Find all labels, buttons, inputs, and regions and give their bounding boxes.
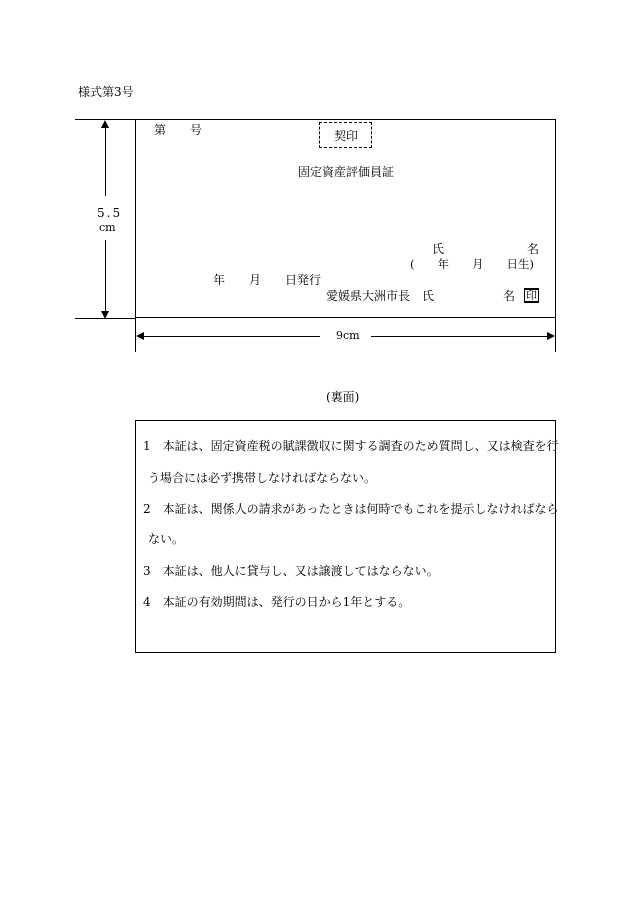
holder-name-label-left: 氏 (432, 242, 445, 256)
note-1-line-2: う場合には必ず携帯しなければならない。 (148, 471, 377, 485)
width-dimension-line-left (142, 336, 320, 337)
height-value: 5.5 (97, 206, 123, 220)
note-2-line-2: ない。 (148, 532, 185, 546)
stamp-mark (524, 288, 539, 303)
birth-date: ( 年 月 日生) (410, 257, 534, 271)
card-title: 固定資産評価員証 (298, 165, 395, 179)
form-label: 様式第3号 (78, 85, 134, 99)
height-unit: cm (99, 221, 116, 234)
card-number-label: 第 号 (154, 123, 203, 137)
width-dimension-line-right (371, 336, 549, 337)
note-1-line-1: 1 本証は、固定資産税の賦課徴収に関する調査のため質問し、又は検査を行 (143, 439, 559, 453)
seal-label: 契印 (334, 129, 359, 143)
issue-date: 年 月 日発行 (213, 273, 322, 287)
back-heading: (裏面) (326, 390, 360, 404)
issuer-name-suffix: 名 (503, 289, 516, 303)
height-dimension-line-bottom (105, 240, 106, 312)
issuer: 愛媛県大洲市長 氏 (326, 289, 435, 303)
arrow-down-icon (101, 311, 109, 319)
id-card-back (135, 420, 556, 653)
width-extension-right (555, 318, 556, 352)
note-4: 4 本証の有効期間は、発行の日から1年とする。 (143, 595, 411, 609)
height-dimension-line-top (105, 126, 106, 196)
holder-name-label-right: 名 (527, 242, 540, 256)
note-3: 3 本証は、他人に貸与し、又は譲渡してはならない。 (143, 564, 439, 578)
note-2-line-1: 2 本証は、関係人の請求があったときは何時でもこれを提示しなければなら (143, 502, 559, 516)
width-value: 9cm (336, 329, 360, 342)
arrow-right-icon (547, 332, 555, 340)
stamp-text: 印 (526, 289, 537, 302)
